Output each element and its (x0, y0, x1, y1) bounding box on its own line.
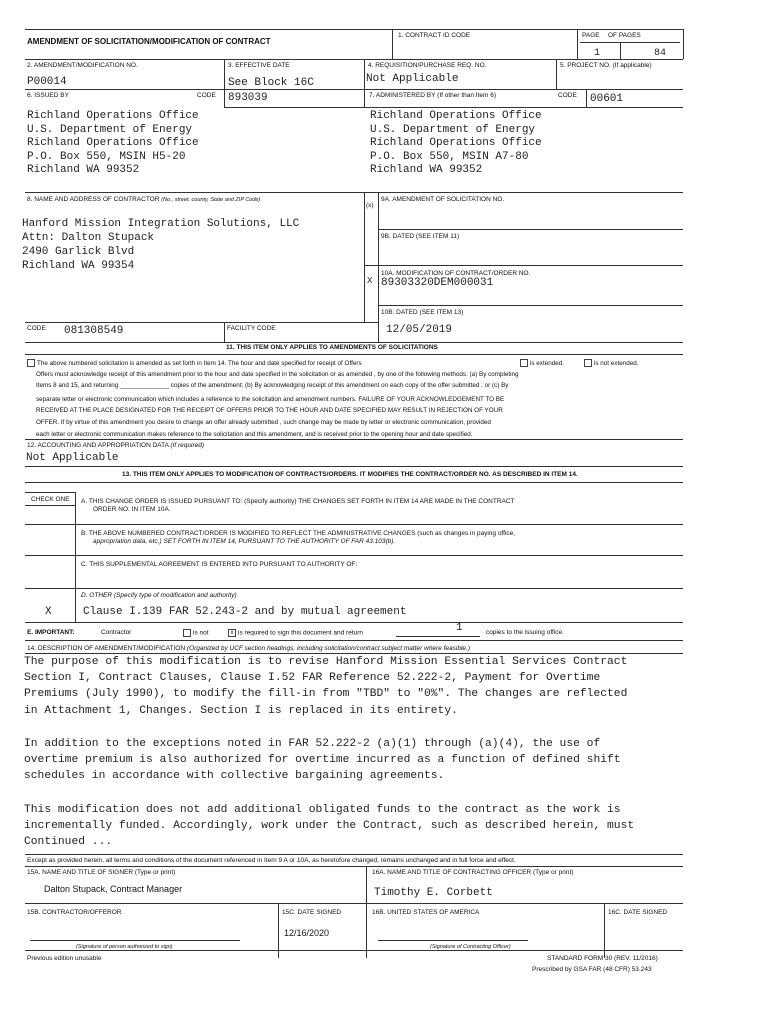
rule (392, 29, 393, 59)
item-10b-value: 12/05/2019 (386, 324, 453, 336)
x-column-label: (x) (366, 202, 374, 209)
contract-id-label: 1. CONTRACT ID CODE (398, 32, 471, 39)
admin-line: U.S. Department of Energy (370, 124, 536, 136)
date-signed-16-label: 16C. DATE SIGNED (608, 909, 668, 916)
is-not-label: is not (193, 629, 209, 637)
rule (25, 622, 683, 623)
item-11-text: The above numbered solicitation is amended as set forth in Item 14. The hour and date specified for receipt of Offers (37, 360, 362, 367)
rule (25, 342, 683, 343)
item-13-title: 13. THIS ITEM ONLY APPLIES TO MODIFICATION OF CONTRACTS/ORDERS. IT MODIFIES THE CONTRACT/ORDER NO. AS DESCRIBED IN ITEM 14. (122, 471, 578, 478)
eff-date-value: See Block 16C (228, 77, 314, 89)
checkbox-checked[interactable]: x (228, 629, 236, 637)
req-value: Not Applicable (366, 73, 459, 85)
rule (556, 59, 557, 89)
checkbox[interactable] (584, 359, 592, 367)
prescribed-by: Prescribed by GSA FAR (48 CFR) 53.243 (532, 966, 652, 973)
issued-by-label: 6. ISSUED BY (27, 92, 69, 99)
signature-line (378, 940, 528, 941)
officer-name: Timothy E. Corbett (374, 887, 493, 899)
rule (224, 107, 364, 108)
rule (25, 354, 683, 355)
rule (75, 524, 683, 525)
rule (586, 89, 587, 107)
form-title: AMENDMENT OF SOLICITATION/MODIFICATION OF CONTRACT (27, 37, 271, 46)
rule (378, 192, 379, 342)
rule (25, 854, 683, 855)
item-10a-value: 89303320DEM000031 (381, 277, 494, 289)
item-13d-mark: X (45, 606, 52, 618)
item-14-label-text: 14. DESCRIPTION OF AMENDMENT/MODIFICATION (27, 645, 186, 652)
rule (396, 636, 480, 637)
item-9b-label: 9B. DATED (SEE ITEM 11) (381, 233, 460, 240)
rule (366, 866, 367, 958)
rule (25, 555, 683, 556)
admin-label: 7. ADMINISTERED BY (If other than Item 6) (369, 92, 497, 99)
rule (25, 322, 378, 323)
item-11-line: separate letter or electronic communication which includes a reference to the solicitation and amendment numbers. FAILURE OF YOUR ACKNOWLEDGEMENT TO BE (36, 396, 505, 403)
item-14-line: Premiums (July 1990), to modify the fill-in from "TBD" to "0%". The changes are reflected (24, 688, 628, 700)
contractor-code-value: 081308549 (64, 325, 124, 337)
rule (25, 492, 75, 493)
item-14-line: in Attachment 1, Changes. Section I is replaced in its entirety. (24, 705, 458, 717)
item-11-line: OFFER. If by virtue of this amendment you desire to change an offer already submitted , such change may be made by letter or electronic communication, provided (36, 419, 491, 426)
amend-no-label: 2. AMENDMENT/MODIFICATION NO. (27, 62, 138, 69)
admin-code-value: 00601 (590, 93, 624, 105)
not-extended-option (584, 359, 638, 369)
item-13d-line: D. OTHER (Specify type of modification and authority) (81, 592, 237, 599)
rule (25, 588, 683, 589)
important-label: E. IMPORTANT: (27, 629, 75, 636)
admin-line: Richland Operations Office (370, 137, 542, 149)
is-not-option (183, 629, 209, 638)
contractor-label (27, 196, 260, 204)
item-13c-line: C. THIS SUPPLEMENTAL AGREEMENT IS ENTERED INTO PURSUANT TO AUTHORITY OF: (81, 561, 358, 568)
date-signed-15-value: 12/16/2020 (284, 928, 330, 938)
date-signed-15-label: 15C. DATE SIGNED (282, 909, 342, 916)
rule (378, 305, 683, 306)
issued-line: P.O. Box 550, MSIN H5-20 (27, 151, 186, 163)
extended-label: is extended. (530, 360, 564, 367)
extended-option (520, 359, 564, 369)
item-12-label (27, 442, 204, 450)
rule (577, 29, 578, 59)
req-label: 4. REQUISITION/PURCHASE REQ. NO. (368, 62, 487, 69)
project-label: 5. PROJECT NO. (If applicable) (560, 62, 652, 69)
copies-suffix: copies to the issuing office. (486, 629, 564, 636)
is-required-option (228, 629, 363, 638)
rule (25, 29, 683, 30)
amend-no-value: P00014 (27, 76, 67, 88)
standard-form: STANDARD FORM 30 (REV. 11/2016) (547, 955, 658, 962)
item-11-line: RECEIVED AT THE PLACE DESIGNATED FOR THE RECEIPT OF OFFERS PRIOR TO THE HOUR AND DATE SPECIFIED MAY RESULT IN REJECTION OF YOUR (36, 407, 503, 414)
rule (25, 866, 683, 867)
signature-line (30, 940, 240, 941)
issued-line: U.S. Department of Energy (27, 124, 193, 136)
contractor-label-note: (No., street, county, State and ZIP Code) (161, 197, 261, 203)
admin-line: Richland Operations Office (370, 110, 542, 122)
item-9a-label: 9A. AMENDMENT OF SOLICITATION NO. (381, 196, 505, 203)
rule (364, 107, 683, 108)
item-14-line: incrementally funded. Accordingly, work under the Contract, such as described herein, must (24, 820, 635, 832)
item-14-line: The purpose of this modification is to revise Hanford Mission Essential Services Contract (24, 656, 628, 668)
eff-date-label: 3. EFFECTIVE DATE (228, 62, 290, 69)
rule (25, 192, 683, 193)
admin-line: Richland WA 99352 (370, 164, 483, 176)
item-11-line: Offers must acknowledge receipt of this amendment prior to the hour and date specified in the solicitation or as amended , by one of the following methods: (a) By completing (36, 371, 519, 378)
checkbox[interactable] (183, 629, 191, 637)
is-required-label: is required to sign this document and return (238, 629, 364, 637)
page-label: PAGE (582, 32, 600, 39)
sig-person-caption: (Signature of person authorized to sign) (76, 944, 173, 950)
issued-line: Richland Operations Office (27, 137, 199, 149)
rule (25, 950, 683, 951)
sig-officer-caption: (Signature of Contracting Officer) (430, 944, 511, 950)
item-14-line: In addition to the exceptions noted in FAR 52.222-2 (a)(1) through (a)(4), the use of (24, 738, 601, 750)
rule (580, 42, 680, 43)
item-11-title: 11. THIS ITEM ONLY APPLIES TO AMENDMENTS OF SOLICITATIONS (226, 344, 438, 351)
signer-label: 15A. NAME AND TITLE OF SIGNER (Type or print) (27, 869, 176, 876)
checkbox[interactable] (520, 359, 528, 367)
item-10a-mark: X (367, 276, 373, 286)
item-12-value: Not Applicable (26, 452, 119, 464)
issued-code-label: CODE (197, 92, 216, 99)
item-14-line: Continued ... (24, 836, 113, 848)
rule (75, 492, 76, 622)
item-10b-label: 10B. DATED (SEE ITEM 13) (381, 309, 464, 316)
previous-edition: Previous edition unusable (27, 955, 102, 962)
contractor-line: Richland WA 99354 (22, 260, 135, 272)
item-13b-line: B. THE ABOVE NUMBERED CONTRACT/ORDER IS MODIFIED TO REFLECT THE ADMINISTRATIVE CHANGES (such as changes in paying office, (81, 530, 516, 537)
rule (378, 229, 683, 230)
signer-name: Dalton Stupack, Contract Manager (44, 884, 183, 894)
contractor-label-text: 8. NAME AND ADDRESS OF CONTRACTOR (27, 196, 160, 203)
not-extended-label: is not extended. (594, 360, 639, 367)
item-14-line: Section I, Contract Clauses, Clause I.52 FAR Reference 52.222-2, Payment for Overtime (24, 672, 601, 684)
copies-value: 1 (456, 622, 463, 634)
item-14-line: This modification does not add additional obligated funds to the contract as the work is (24, 804, 621, 816)
rule (25, 482, 683, 483)
item-11-line (27, 359, 362, 369)
rule (25, 903, 683, 904)
usa-label: 16B. UNITED STATES OF AMERICA (372, 909, 480, 916)
of-pages-label: OF PAGES (608, 32, 641, 39)
checkbox[interactable] (27, 359, 35, 367)
rule (364, 265, 683, 266)
rule (25, 466, 683, 467)
rule (25, 524, 75, 525)
item-14-line: schedules in accordance with collective bargaining agreements. (24, 770, 445, 782)
rule (224, 59, 225, 107)
important-contractor: Contractor (101, 629, 132, 636)
issued-code-value: 893039 (228, 92, 268, 104)
contractor-line: 2490 Garlick Blvd (22, 246, 135, 258)
officer-label: 16A. NAME AND TITLE OF CONTRACTING OFFICER (Type or print) (372, 869, 574, 876)
item-13d-value: Clause I.139 FAR 52.243-2 and by mutual agreement (83, 606, 407, 618)
contractor-offeror-label: 15B. CONTRACTOR/OFFEROR (27, 909, 122, 916)
item-11-line: each letter or electronic communication makes reference to the solicitation and this amendment, and is received prior to the opening hour and date specified. (36, 431, 473, 438)
rule (25, 640, 683, 641)
item-13a-line: ORDER NO. IN ITEM 10A. (93, 506, 171, 513)
rule (224, 322, 225, 342)
item-13b-line: appropriation data, etc.) SET FORTH IN ITEM 14, PURSUANT TO THE AUTHORITY OF FAR 43.103(b). (93, 538, 396, 545)
item-12-label-note: (If required) (170, 442, 205, 449)
item-10a-label: 10A. MODIFICATION OF CONTRACT/ORDER NO. (381, 270, 531, 277)
rule (620, 42, 621, 59)
rule (25, 505, 75, 506)
pages-count: 84 (654, 48, 667, 59)
rule (25, 89, 683, 90)
admin-code-label: CODE (558, 92, 577, 99)
admin-line: P.O. Box 550, MSIN A7-80 (370, 151, 529, 163)
item-12-label-text: 12. ACCOUNTING AND APPROPRIATION DATA (27, 442, 169, 449)
facility-code-label: FACILITY CODE (227, 325, 276, 332)
contractor-line: Attn: Dalton Stupack (22, 232, 155, 244)
issued-line: Richland Operations Office (27, 110, 199, 122)
except-text: Except as provided herein, all terms and conditions of the document referenced in Item 9 A or 10A, as heretofore changed, remains unchanged and in full force and effect. (27, 857, 516, 864)
rule (364, 192, 365, 322)
page-number: 1 (594, 48, 601, 59)
check-one-label: CHECK ONE (31, 496, 70, 503)
item-11-line: Items 8 and 15, and returning ______________ copies of the amendment; (b) By acknowledging receipt of this amendment on each copy of the offer submitted ; or (c) By (36, 382, 509, 389)
rule (25, 59, 683, 60)
contractor-code-label: CODE (27, 325, 46, 332)
rule (364, 59, 365, 107)
item-13a-line: A. THIS CHANGE ORDER IS ISSUED PURSUANT TO: (Specify authority) THE CHANGES SET FORTH IN ITEM 14 ARE MADE IN THE CONTRACT (81, 498, 515, 505)
item-14-label-note: (Organized by UCF section headings, including solicitation/contract subject matter where feasible.) (186, 645, 471, 652)
contractor-line: Hanford Mission Integration Solutions, LLC (22, 218, 300, 230)
item-14-line: overtime premium is also authorized for overtime incurred as a function of defined shift (24, 754, 621, 766)
rule (683, 29, 684, 59)
issued-line: Richland WA 99352 (27, 164, 140, 176)
item-14-label (27, 645, 470, 653)
rule (25, 439, 683, 440)
